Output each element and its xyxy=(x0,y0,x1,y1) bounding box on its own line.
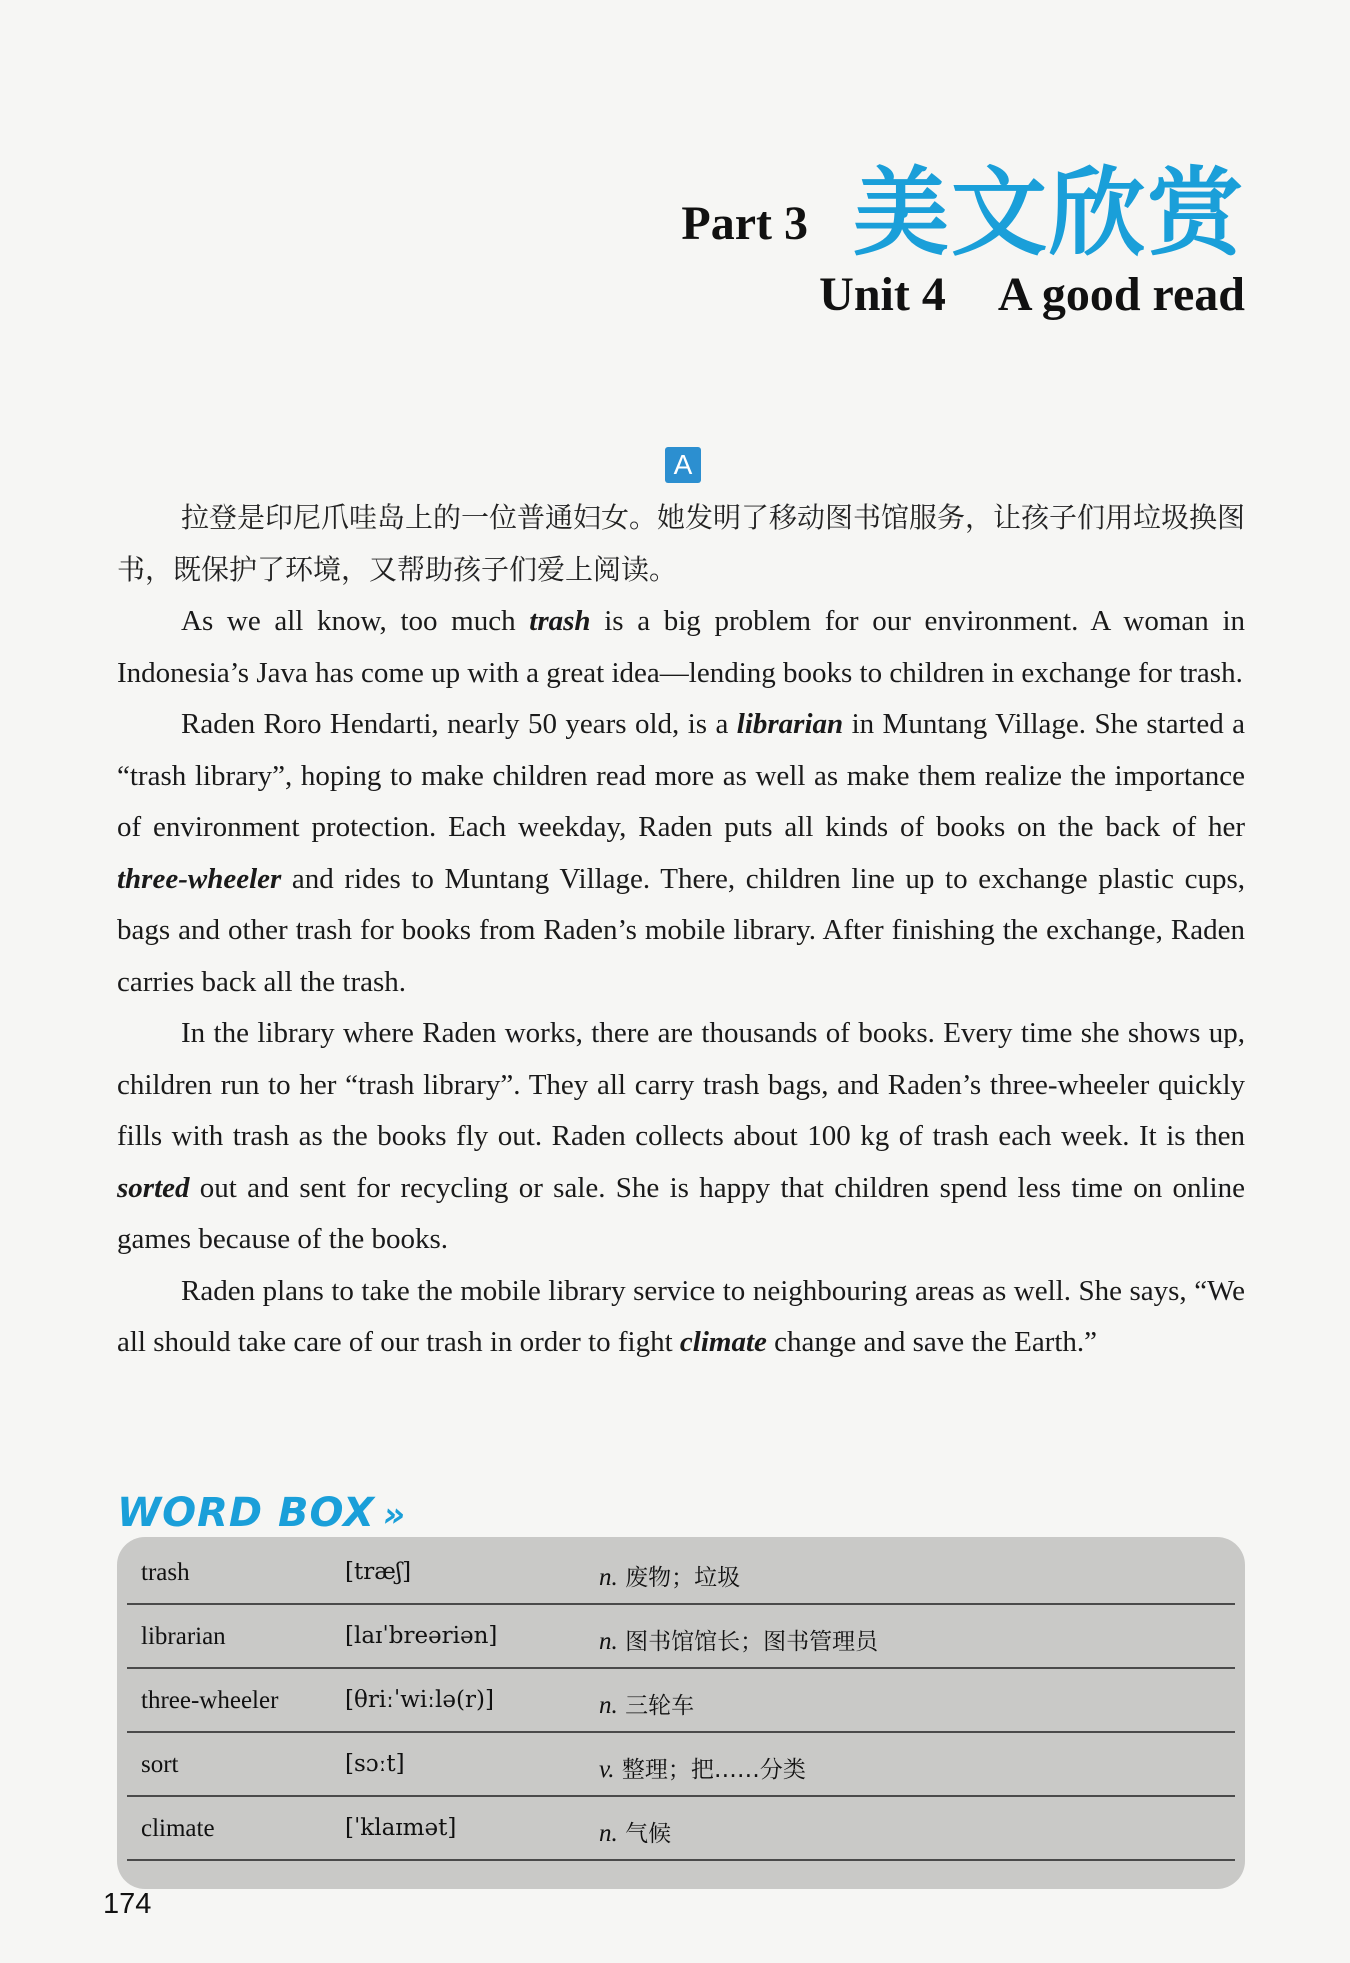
text-run: As we all know, too much xyxy=(181,605,530,637)
entry-pos: v. xyxy=(599,1756,615,1783)
word-entry xyxy=(127,1605,1235,1669)
entry-meaning: 图书馆馆长；图书管理员 xyxy=(625,1629,879,1655)
text-run: out and sent for recycling or sale. She is happy that children spend less time on online games because of the books. xyxy=(117,1171,1245,1255)
keyword-climate: climate xyxy=(679,1326,767,1358)
entry-word: librarian xyxy=(141,1623,226,1650)
word-box-title-text: WORD BOX xyxy=(117,1490,375,1536)
page-header xyxy=(681,157,1245,322)
word-entry xyxy=(127,1733,1235,1797)
entry-definition xyxy=(599,1815,671,1848)
word-entry xyxy=(127,1541,1235,1605)
entry-word: climate xyxy=(141,1815,215,1842)
entry-meaning: 气候 xyxy=(625,1821,672,1847)
section-badge: A xyxy=(665,447,701,483)
text-run: is a big problem for our environment. A woman in Indonesia’s Java has come up with a great idea—lending books to children in exchange for trash. xyxy=(117,605,1245,689)
entry-definition xyxy=(599,1751,806,1784)
unit-title: A good read xyxy=(997,268,1245,321)
entry-phonetic: [træʃ] xyxy=(345,1559,412,1585)
keyword-librarian: librarian xyxy=(736,708,844,740)
part-label: Part 3 xyxy=(681,197,808,250)
article-paragraph-3 xyxy=(117,1008,1245,1266)
entry-phonetic: [laɪˈbreəriən] xyxy=(345,1623,498,1649)
entry-phonetic: [sɔːt] xyxy=(345,1751,405,1777)
word-box-title xyxy=(117,1490,406,1536)
word-entry xyxy=(127,1797,1235,1861)
entry-pos: n. xyxy=(599,1628,618,1655)
article-paragraph-4 xyxy=(117,1266,1245,1369)
entry-pos: n. xyxy=(599,1564,618,1591)
entry-meaning: 整理；把……分类 xyxy=(621,1757,806,1783)
unit-label: Unit 4 xyxy=(819,268,946,321)
text-run: in Muntang Village. She started a “trash library”, hoping to make children read more as well as make them realize the importance of environment protection. Each weekday, Raden puts all kinds of books on the back of her xyxy=(117,708,1245,843)
entry-phonetic: [θriːˈwiːlə(r)] xyxy=(345,1687,494,1713)
entry-word: three-wheeler xyxy=(141,1687,279,1714)
unit-heading xyxy=(681,267,1245,322)
article-paragraph-2 xyxy=(117,699,1245,1008)
double-chevron-icon: » xyxy=(382,1495,407,1535)
page-number: 174 xyxy=(103,1888,152,1920)
entry-phonetic: [ˈklaɪmət] xyxy=(345,1815,457,1841)
word-entry xyxy=(127,1669,1235,1733)
text-run: Raden plans to take the mobile library service to neighbouring areas as well. She says, “We all should take care of our trash in order to fight xyxy=(117,1274,1245,1358)
entry-pos: n. xyxy=(599,1820,618,1847)
entry-meaning: 废物；垃圾 xyxy=(625,1565,741,1591)
text-run: Raden Roro Hendarti, nearly 50 years old, is a xyxy=(181,708,737,740)
article-paragraph-1 xyxy=(117,596,1245,699)
text-run: In the library where Raden works, there are thousands of books. Every time she shows up, children run to her “trash library”. They all carry trash bags, and Raden’s three-wheeler quickly fills with trash as the books fly out. Raden collects about 100 kg of trash each week. It is then xyxy=(117,1017,1245,1152)
entry-definition xyxy=(599,1559,740,1592)
entry-word: sort xyxy=(141,1751,179,1778)
entry-definition xyxy=(599,1623,878,1656)
article-body xyxy=(117,596,1245,1369)
keyword-sorted: sorted xyxy=(117,1171,190,1204)
entry-definition xyxy=(599,1687,694,1720)
entry-word: trash xyxy=(141,1559,190,1586)
text-run: and rides to Muntang Village. There, children line up to exchange plastic cups, bags and other trash for books from Raden’s mobile library. After finishing the exchange, Raden carries back all the trash. xyxy=(117,862,1245,998)
part-title: 美文欣赏 xyxy=(853,157,1245,269)
entry-meaning: 三轮车 xyxy=(625,1693,695,1719)
keyword-three-wheeler: three-wheeler xyxy=(117,862,282,895)
entry-pos: n. xyxy=(599,1692,618,1719)
text-run: change and save the Earth.” xyxy=(766,1326,1098,1358)
chinese-introduction: 拉登是印尼爪哇岛上的一位普通妇女。她发明了移动图书馆服务，让孩子们用垃圾换图书，既保护了环境，又帮助孩子们爱上阅读。 xyxy=(117,501,1246,586)
keyword-trash: trash xyxy=(529,605,591,637)
word-box xyxy=(117,1537,1245,1889)
